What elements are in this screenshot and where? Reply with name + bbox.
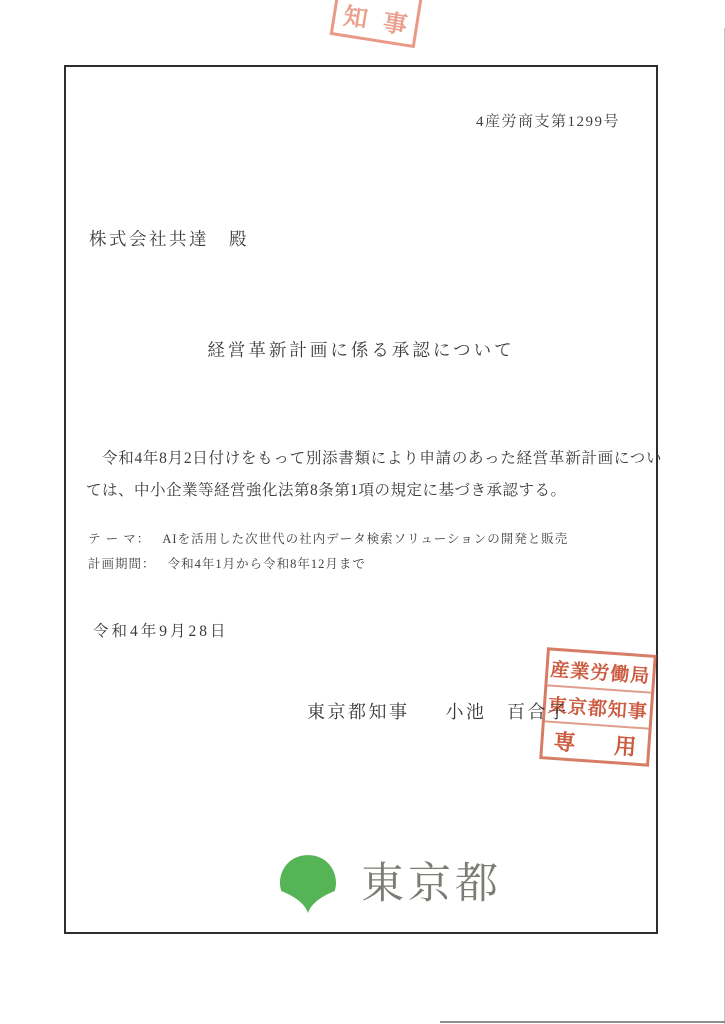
ginkgo-leaf-shape [280, 855, 336, 913]
theme-label: テ ー マ： [88, 532, 151, 546]
seal-row: 東京都知事 [545, 686, 651, 729]
tokyo-logo-text: 東京都 [361, 860, 502, 908]
period-value: 令和4年1月から令和8年12月まで [167, 557, 366, 571]
partial-seal-stamp [330, 0, 429, 48]
body-paragraph: 令和4年8月2日付けをもって別添書類により申請のあった経営革新計画については、中小企業等経営強化法第8条第1項の規定に基づき承認する。 [86, 450, 662, 499]
signer-name: 小池 百合子 [445, 702, 569, 722]
tokyo-logo [279, 853, 502, 915]
signer-title: 東京都知事 [307, 702, 410, 722]
issue-date: 令和4年9月28日 [93, 623, 229, 640]
seal-glyph: 用 [613, 732, 639, 760]
theme-value: AIを活用した次世代の社内データ検索ソリューションの開発と販売 [162, 532, 569, 546]
seal-glyph: 事 [381, 10, 409, 40]
seal-glyph: 専 [552, 728, 578, 756]
scan-edge-bottom [440, 1021, 725, 1023]
addressee: 株式会社共達 殿 [89, 229, 249, 249]
theme-line [88, 529, 568, 547]
period-line [88, 554, 366, 572]
period-label: 計画期間： [88, 557, 156, 571]
signature-line [307, 698, 569, 724]
doc-number: 4産労商支第1299号 [475, 114, 620, 130]
seal-glyph: 知 [341, 3, 370, 34]
ginkgo-leaf-icon [279, 855, 337, 913]
seal-row: 産業労働局 [547, 651, 653, 694]
seal-row [542, 722, 648, 763]
doc-title: 経営革新計画に係る承認について [207, 340, 515, 360]
